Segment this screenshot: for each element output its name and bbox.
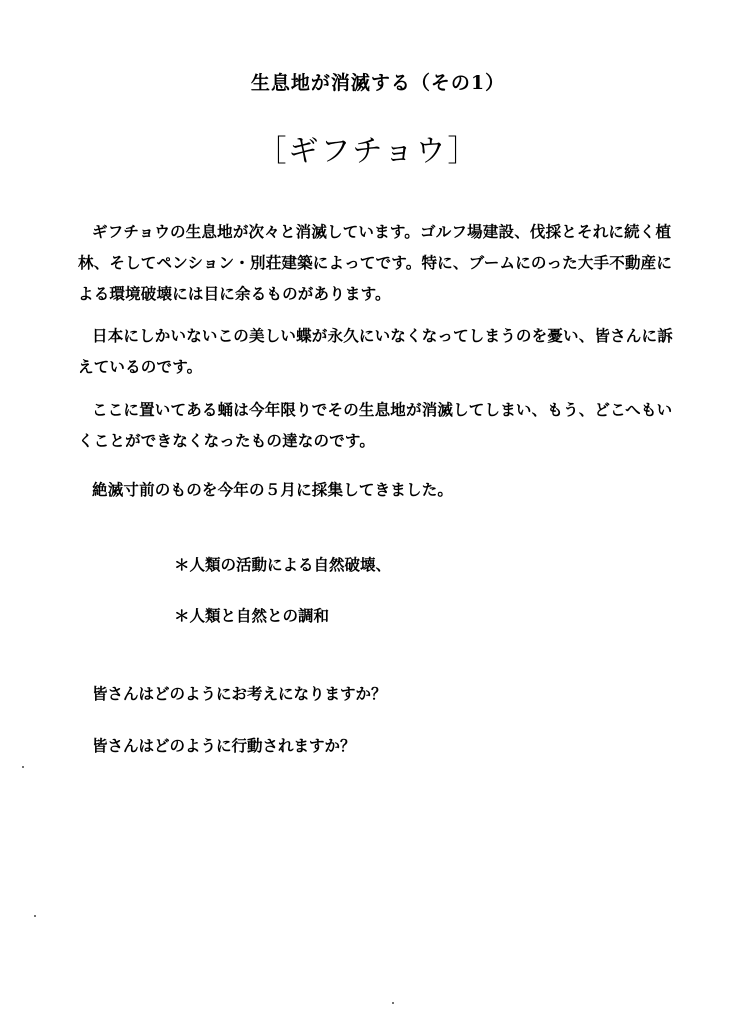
document-title: ［ギフチョウ］ [256,134,480,169]
bullet-item: ＊人類と自然との調和 [174,606,330,625]
bullet-item: ＊人類の活動による自然破壊、 [174,555,392,574]
scan-speck [34,915,36,917]
scan-speck [22,766,24,768]
document-subtitle: 生息地が消滅する（その1） [250,72,506,94]
paragraph-appeal: 日本にしかいないこの美しい蝶が永久にいなくなってしまうのを憂い、皆さんに訴えているのです。 [78,326,673,376]
paragraph-collection: 絶滅寸前のものを今年の５月に採集してきました。 [92,480,454,499]
question-line: 皆さんはどのように行動されますか？ [92,736,356,755]
paragraph-habitat-loss: ギフチョウの生息地が次々と消滅しています。ゴルフ場建設、伐採とそれに続く植林、そしてペンション・別荘建築によってです。特に、ブームにのった大手不動産による環境破壊には目に余るものがあります。 [78,222,673,303]
scan-speck [392,1002,394,1004]
question-line: 皆さんはどのようにお考えになりますか？ [92,684,387,703]
paragraph-pupae: ここに置いてある蛹は今年限りでその生息地が消滅してしまい、もう、どこへもいくことができなくなったもの達なのです。 [78,400,673,450]
